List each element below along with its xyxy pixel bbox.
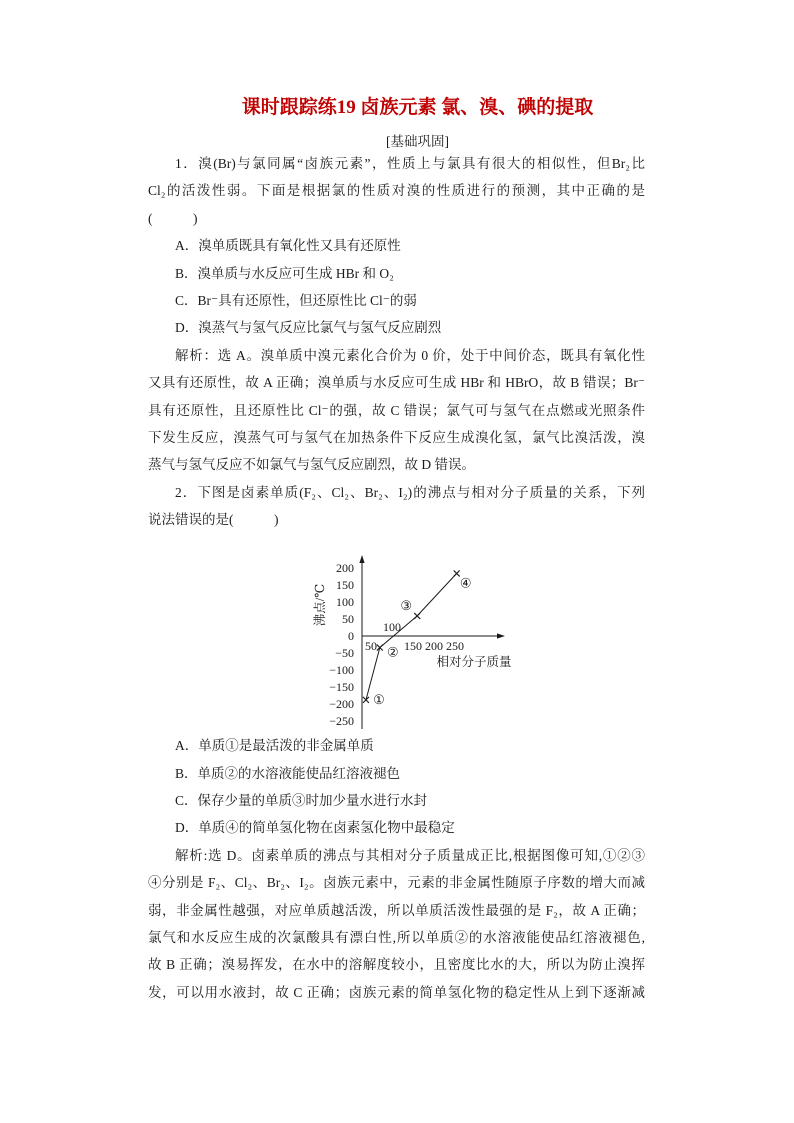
y-tick-label: 150 — [336, 578, 354, 592]
point-marker — [454, 570, 460, 576]
q2-stem-line: 说法错误的是( ) — [148, 512, 279, 528]
q2-analysis-line: 弱，非金属性越强，对应单质越活泼，所以单质活泼性最强的是 F₂，故 A 正确； — [148, 902, 645, 918]
point-marker — [363, 697, 369, 703]
point-marker — [414, 613, 420, 619]
y-tick-label: −250 — [329, 714, 354, 728]
y-tick-label: −50 — [335, 646, 354, 660]
q2-analysis-line: 发，可以用水液封，故 C 正确；卤族元素的简单氢化物的稳定性从上到下逐渐减 — [148, 984, 645, 1000]
q2-analysis-line: 故 B 正确；溴易挥发，在水中的溶解度较小，且密度比水的大，所以为防止溴挥 — [148, 957, 645, 973]
y-tick-label: −150 — [329, 680, 354, 694]
q2-option-b: B．单质②的水溶液能使品红溶液褪色 — [175, 765, 401, 781]
q1-stem-line: 1．溴(Br)与氯同属“卤族元素”，性质上与氯具有很大的相似性，但Br₂比 — [175, 156, 645, 171]
q2-analysis-line: 氯气和水反应生成的次氯酸具有漂白性,所以单质②的水溶液能使品红溶液褪色, — [148, 930, 645, 946]
q2-option-a: A．单质①是最活泼的非金属单质 — [175, 738, 374, 754]
q1-analysis-line: 具有还原性，且还原性比 Cl⁻的强，故 C 错误；氯气可与氢气在点燃或光照条件 — [148, 402, 645, 418]
x-tick-label: 100 — [383, 620, 401, 634]
q2-analysis-line: ④分别是 F₂、Cl₂、Br₂、I₂。卤族元素中，元素的非金属性随原子序数的增大而减 — [148, 875, 645, 891]
q1-option-d: D．溴蒸气与氢气反应比氯气与氢气反应剧烈 — [175, 320, 442, 336]
point-label: ③ — [400, 597, 413, 613]
q1-option-c: C．Br⁻具有还原性，但还原性比 Cl⁻的弱 — [175, 292, 417, 308]
y-tick-label: −200 — [329, 697, 354, 711]
y-tick-label: −100 — [329, 663, 354, 677]
q2-stem-line: 2．下图是卤素单质(F₂、Cl₂、Br₂、I₂)的沸点与相对分子质量的关系，下列 — [175, 484, 645, 500]
question-block-2 — [148, 732, 645, 1006]
q1-analysis-line: 下发生反应，溴蒸气可与氢气在加热条件下反应生成溴化氢，氯气比溴活泼，溴 — [148, 429, 645, 445]
question-block-1 — [148, 150, 645, 533]
y-tick-label: 0 — [348, 629, 354, 643]
section-heading: [基础巩固] — [386, 134, 449, 149]
point-label: ① — [373, 691, 385, 707]
y-axis-arrow — [359, 555, 364, 563]
point-marker — [377, 645, 383, 651]
q1-stem-line: Cl₂的活泼性弱。下面是根据氯的性质对溴的性质进行的预测，其中正确的是 — [148, 183, 645, 199]
q1-analysis-line: 蒸气与氢气反应不如氯气与氢气反应剧烈，故 D 错误。 — [148, 457, 475, 473]
x-axis-label: 相对分子质量 — [436, 655, 512, 669]
y-tick-label: 100 — [336, 595, 354, 609]
q2-option-c: C．保存少量的单质③时加少量水进行水封 — [175, 793, 428, 809]
x-tick-label: 200 — [425, 639, 443, 653]
q1-analysis-line: 又具有还原性，故 A 正确；溴单质与水反应可生成 HBr 和 HBrO，故 B 错误；Br⁻ — [148, 375, 645, 391]
y-tick-labels — [329, 561, 354, 728]
point-markers — [363, 570, 460, 702]
x-axis-arrow — [497, 633, 505, 638]
x-tick-label: 150 — [404, 639, 422, 653]
x-tick-label: 50 — [365, 639, 377, 653]
page-title: 课时跟踪练19 卤族元素 氯、溴、碘的提取 — [241, 97, 594, 118]
y-tick-label: 50 — [342, 612, 354, 626]
q2-analysis-line: 解析:选 D。卤素单质的沸点与其相对分子质量成正比,根据图像可知,①②③ — [175, 847, 645, 863]
point-label: ② — [386, 644, 399, 660]
boiling-point-chart — [148, 534, 645, 732]
q1-option-b: B．溴单质与水反应可生成 HBr 和 O₂ — [175, 265, 394, 281]
x-tick-label: 250 — [446, 639, 464, 653]
q1-analysis-line: 解析：选 A。溴单质中溴元素化合价为 0 价，处于中间价态，既具有氧化性 — [175, 347, 645, 363]
q1-answer-blank: ( ) — [148, 210, 198, 226]
series-line — [366, 573, 457, 700]
point-label: ④ — [459, 575, 472, 591]
y-axis-label: 沸点/℃ — [313, 583, 327, 627]
y-tick-label: 200 — [336, 561, 354, 575]
q2-option-d: D．单质④的简单氢化物在卤素氢化物中最稳定 — [175, 820, 455, 836]
q1-option-a: A．溴单质既具有氧化性又具有还原性 — [175, 238, 401, 254]
